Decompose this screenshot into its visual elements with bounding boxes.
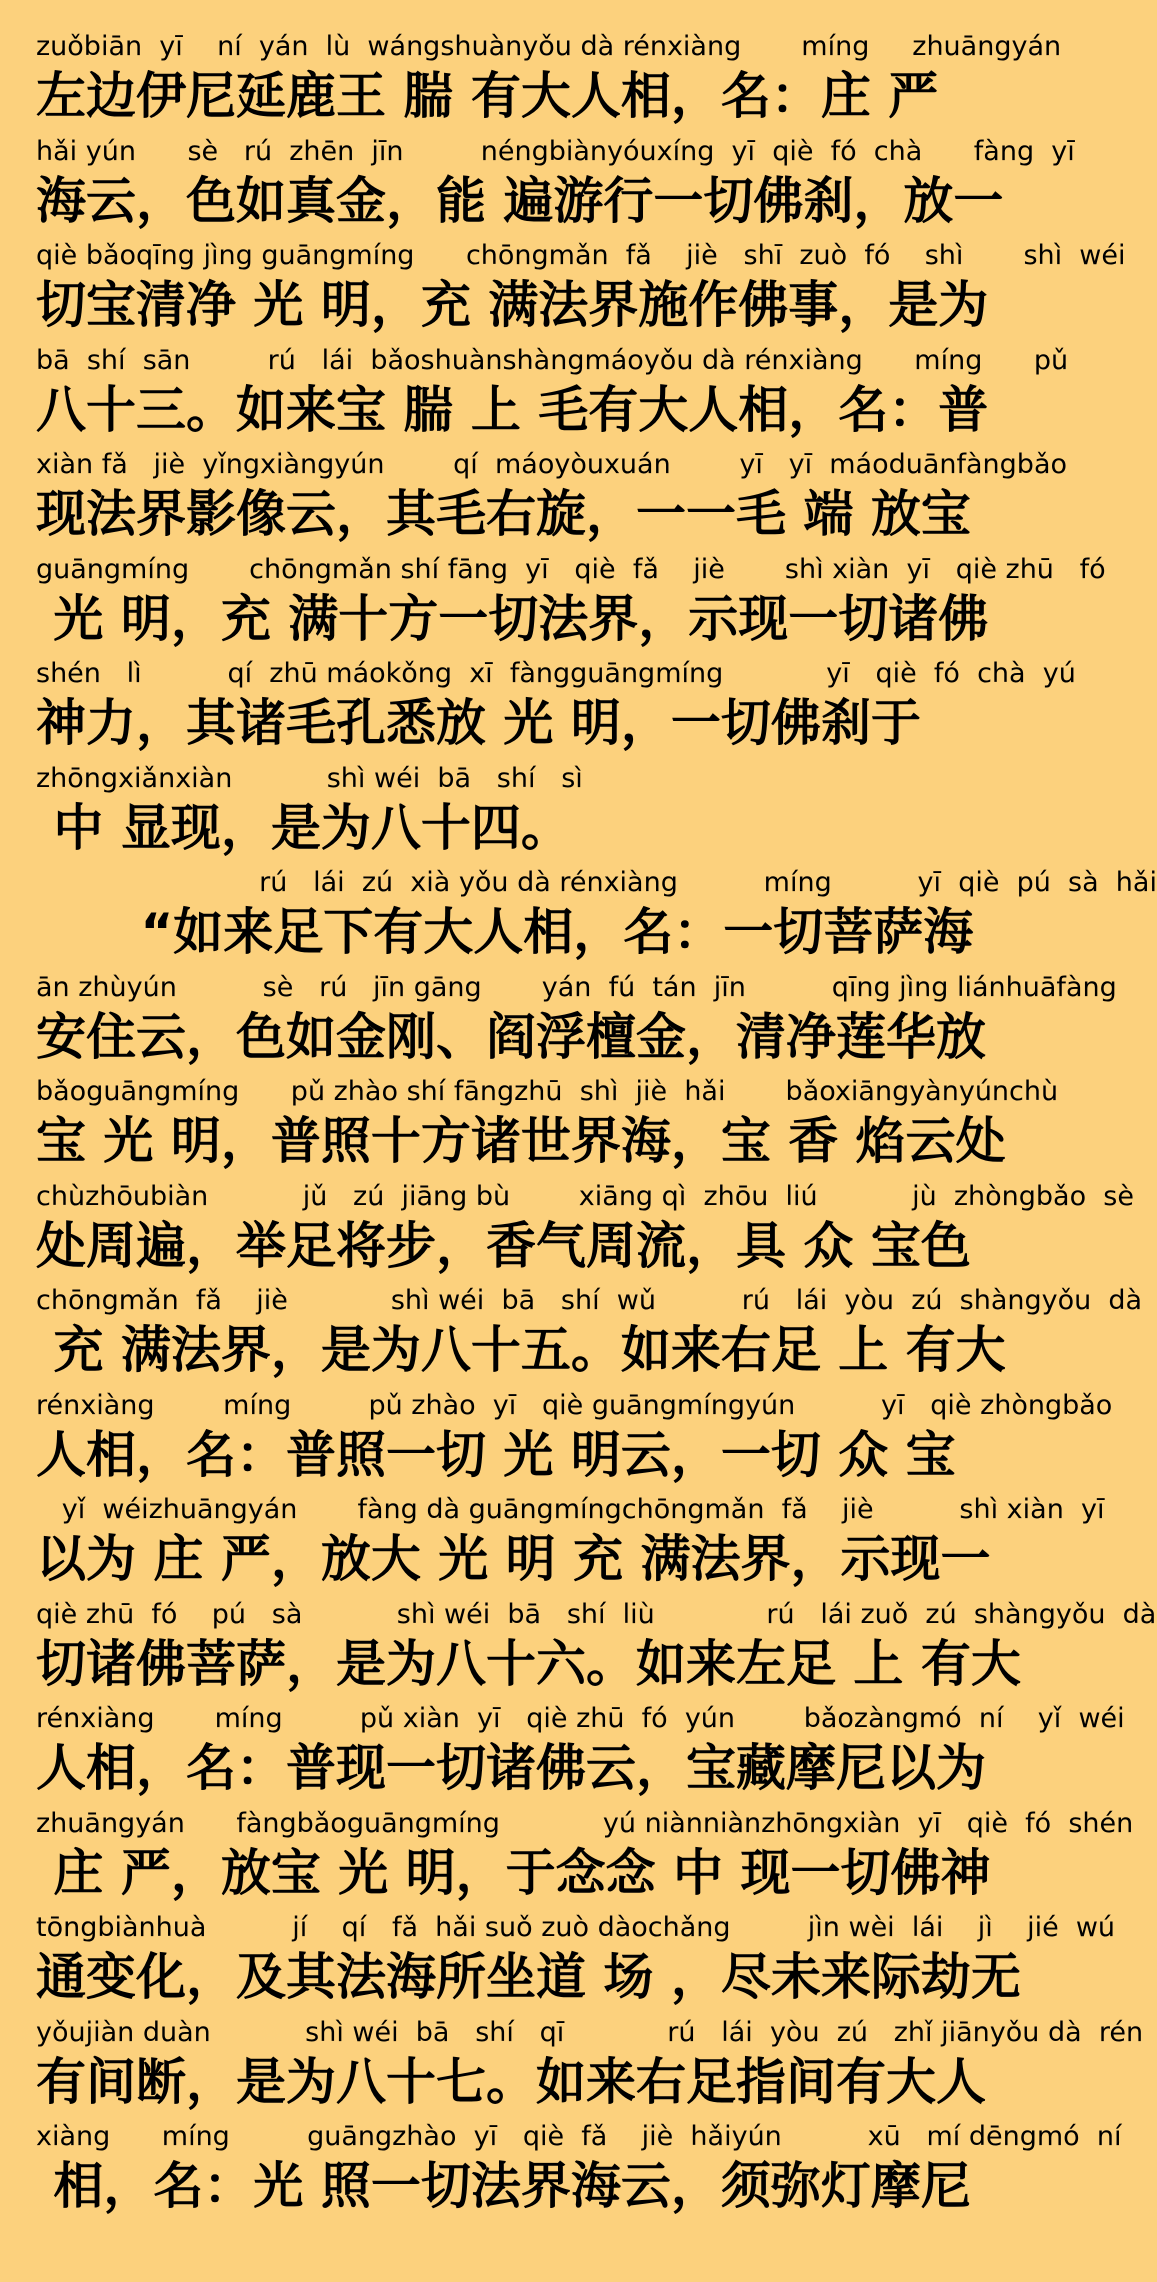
text-line bbox=[36, 30, 1062, 135]
text-line bbox=[36, 1075, 1059, 1180]
text-line bbox=[36, 1598, 1157, 1703]
pinyin-annotation: qiè zhū fó pú sà shì wéi bā shí liù rú lái zuǒ zú shàngyǒu dà bbox=[36, 1598, 1157, 1630]
pinyin-annotation: yǐ wéizhuāngyán fàng dà guāngmíngchōngmǎn fǎ jiè shì xiàn yī bbox=[36, 1494, 1105, 1525]
pinyin-annotation: rú lái zú xià yǒu dà rénxiàng míng yī qiè pú sà hǎi bbox=[36, 867, 1157, 898]
pinyin-annotation: rénxiàng míng pǔ xiàn yī qiè zhū fó yún bǎozàngmó ní yǐ wéi bbox=[36, 1703, 1125, 1734]
text-line bbox=[36, 1493, 1105, 1598]
text-line bbox=[36, 2120, 1122, 2225]
chinese-text: 切宝清净 光 明，充 满法界施作佛事，是为 bbox=[36, 276, 989, 334]
pinyin-annotation: bā shí sān rú lái bǎoshuànshàngmáoyǒu dà rénxiàng míng pǔ bbox=[36, 344, 1069, 376]
pinyin-annotation: xiàn fǎ jiè yǐngxiàngyún qí máoyòuxuán yī yī máoduānfàngbǎo bbox=[36, 449, 1068, 480]
chinese-text: 人相，名：普照一切 光 明云，一切 众 宝 bbox=[36, 1425, 956, 1484]
chinese-text: 以为 庄 严，放大 光 明 充 满法界，示现一 bbox=[36, 1530, 991, 1588]
text-line bbox=[36, 866, 1157, 971]
text-line bbox=[36, 553, 1106, 658]
pinyin-annotation: tōngbiànhuà jí qí fǎ hǎi suǒ zuò dàochǎng jìn wèi lái jì jié wú bbox=[36, 1912, 1116, 1943]
pinyin-annotation: guāngmíng chōngmǎn shí fāng yī qiè fǎ jiè shì xiàn yī qiè zhū fó bbox=[36, 553, 1106, 585]
chinese-text: 海云，色如真金，能 遍游行一切佛刹，放一 bbox=[36, 171, 1004, 230]
chinese-text: 神力，其诸毛孔悉放 光 明，一切佛刹于 bbox=[36, 694, 921, 752]
text-line bbox=[36, 239, 1126, 344]
text-line bbox=[36, 135, 1075, 240]
chinese-text: 左边伊尼延鹿王 腨 有大人相，名：庄 严 bbox=[36, 67, 939, 125]
pinyin-annotation: shén lì qí zhū máokǒng xī fàngguāngmíng yī qiè fó chà yú bbox=[36, 658, 1076, 689]
text-line bbox=[36, 971, 1117, 1076]
chinese-text: 切诸佛菩萨，是为八十六。如来左足 上 有大 bbox=[36, 1634, 1021, 1693]
chinese-text: 中 显现，是为八十四。 bbox=[36, 798, 571, 857]
chinese-text: “如来足下有大人相，名：一切菩萨海 bbox=[36, 903, 974, 961]
text-line bbox=[36, 1702, 1125, 1807]
text-line bbox=[36, 1180, 1134, 1285]
chinese-text: 通变化，及其法海所坐道 场 ，尽未来际劫无 bbox=[36, 1948, 1021, 2006]
chinese-text: 庄 严，放宝 光 明，于念念 中 现一切佛神 bbox=[36, 1843, 991, 1902]
chinese-text: 人相，名：普现一切诸佛云，宝藏摩尼以为 bbox=[36, 1739, 986, 1797]
text-line bbox=[36, 1389, 1113, 1494]
pinyin-annotation: xiàng míng guāngzhào yī qiè fǎ jiè hǎiyún xū mí dēngmó ní bbox=[36, 2121, 1122, 2152]
text-line bbox=[36, 344, 1069, 449]
pinyin-annotation: ān zhùyún sè rú jīn gāng yán fú tán jīn qīng jìng liánhuāfàng bbox=[36, 971, 1117, 1003]
pinyin-annotation: hǎi yún sè rú zhēn jīn néngbiànyóuxíng yī qiè fó chà fàng yī bbox=[36, 135, 1075, 167]
chinese-text: 光 明，充 满十方一切法界，示现一切诸佛 bbox=[36, 589, 989, 648]
text-line bbox=[36, 1911, 1116, 2016]
text-line bbox=[36, 448, 1068, 553]
text-line bbox=[36, 657, 1076, 762]
chinese-text: 处周遍，举足将步，香气周流，具 众 宝色 bbox=[36, 1216, 971, 1275]
pinyin-annotation: bǎoguāngmíng pǔ zhào shí fāngzhū shì jiè hǎi bǎoxiāngyànyúnchù bbox=[36, 1076, 1059, 1107]
pinyin-annotation: zhuāngyán fàngbǎoguāngmíng yú niànniànzhōngxiàn yī qiè fó shén bbox=[36, 1807, 1134, 1839]
text-line bbox=[36, 1807, 1134, 1912]
text-line bbox=[36, 1284, 1143, 1389]
pinyin-annotation: zhōngxiǎnxiàn shì wéi bā shí sì bbox=[36, 762, 583, 794]
chinese-text: 现法界影像云，其毛右旋，一一毛 端 放宝 bbox=[36, 485, 971, 543]
pinyin-annotation: qiè bǎoqīng jìng guāngmíng chōngmǎn fǎ jiè shī zuò fó shì shì wéi bbox=[36, 240, 1126, 271]
pinyin-annotation: rénxiàng míng pǔ zhào yī qiè guāngmíngyún yī qiè zhòngbǎo bbox=[36, 1389, 1113, 1421]
pinyin-annotation: chùzhōubiàn jǔ zú jiāng bù xiāng qì zhōu liú jù zhòngbǎo sè bbox=[36, 1180, 1134, 1212]
chinese-text: 八十三。如来宝 腨 上 毛有大人相，名：普 bbox=[36, 380, 989, 439]
chinese-text: 相，名：光 照一切法界海云，须弥灯摩尼 bbox=[36, 2157, 971, 2215]
pinyin-annotation: yǒujiàn duàn shì wéi bā shí qī rú lái yòu zú zhǐ jiānyǒu dà rén bbox=[36, 2016, 1144, 2048]
chinese-text: 宝 光 明，普照十方诸世界海，宝 香 焰云处 bbox=[36, 1112, 1006, 1170]
text-line bbox=[36, 2016, 1144, 2121]
chinese-text: 有间断，是为八十七。如来右足指间有大人 bbox=[36, 2052, 986, 2111]
text-line bbox=[36, 762, 1044, 867]
chinese-text: 安住云，色如金刚、阎浮檀金，清净莲华放 bbox=[36, 1007, 986, 1066]
chinese-text: 充 满法界，是为八十五。如来右足 上 有大 bbox=[36, 1321, 1006, 1379]
pinyin-annotation: zuǒbiān yī ní yán lù wángshuànyǒu dà rénxiàng míng zhuāngyán bbox=[36, 31, 1062, 62]
pinyin-annotation: chōngmǎn fǎ jiè shì wéi bā shí wǔ rú lái yòu zú shàngyǒu dà bbox=[36, 1285, 1143, 1316]
